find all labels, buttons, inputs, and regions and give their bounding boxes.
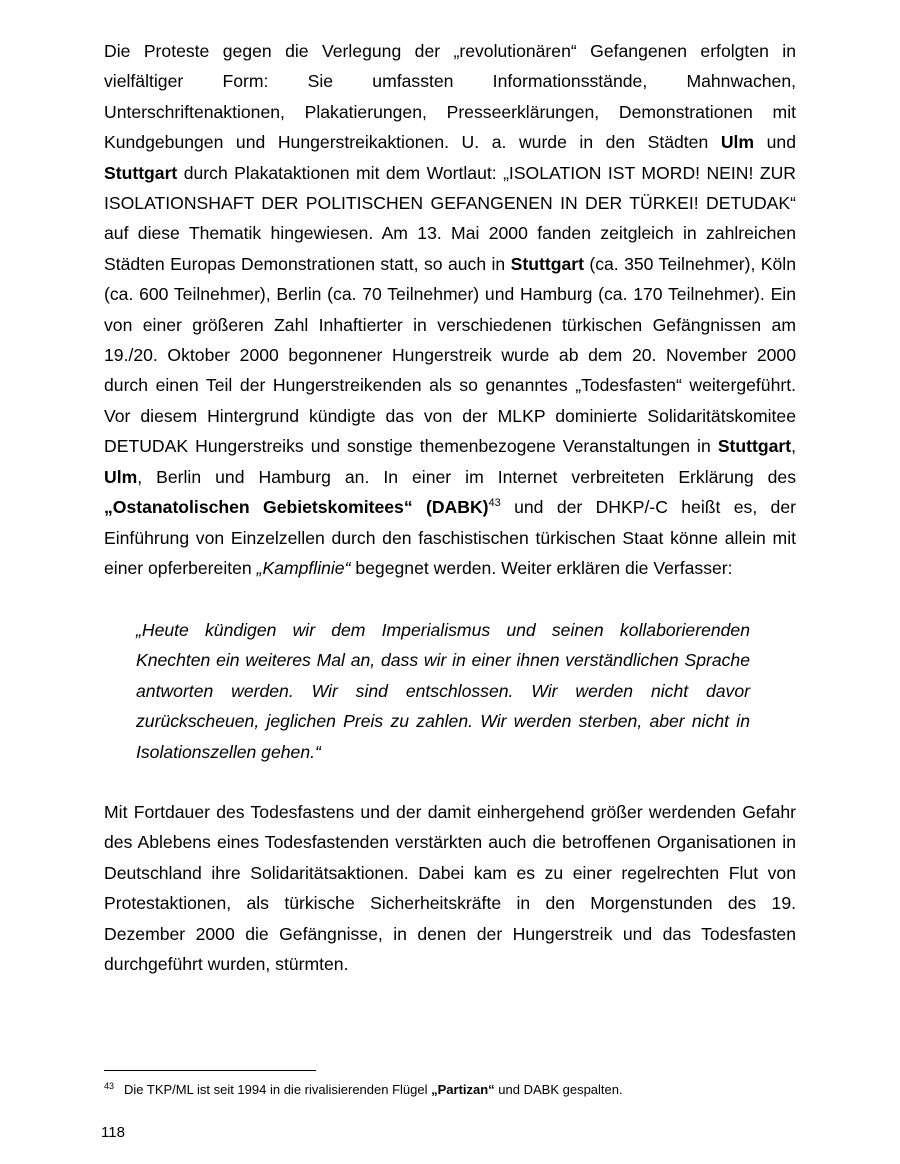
footnote-reference[interactable]: 43 — [488, 497, 501, 510]
footnote-bold-term: „Partizan“ — [431, 1082, 495, 1097]
text-run: Die Proteste gegen die Verlegung der „revolutionären“ Gefangenen erfolgten in vielfältiger Form: Sie umfassten Informationsstände, Mahnwachen, Unterschriftenaktionen, Plakatierungen, Presseerklärungen, Demonstrationen mit Kundgebungen und Hungerstreikaktionen. U. a. wurde in den Städten — [104, 41, 796, 153]
bold-term: Stuttgart — [104, 162, 178, 183]
bold-term: Stuttgart — [717, 436, 792, 457]
text-run: , Berlin und Hamburg an. In einer im Internet verbreiteten Erklärung des — [137, 466, 796, 487]
text-run: (ca. 350 Teilnehmer), Köln (ca. 600 Teilnehmer), Berlin (ca. 70 Teilnehmer) und Hamburg (ca. 170 Teilnehmer). Ein von einer größeren Zahl Inhaftierter in verschiedenen türkischen Gefängnissen am 19./20. Oktober 2000 begonnener Hungerstreik wurde ab dem 20. November 2000 durch einen Teil der Hungerstreikenden als so genanntes „Todesfasten“ weitergeführt. Vor diesem Hintergrund kündigte das von der MLKP dominierte Solidaritätskomitee DETUDAK Hungerstreiks und sonstige themenbezogene Veranstaltungen in — [104, 253, 796, 457]
footnote — [104, 1076, 796, 1100]
bold-term: Stuttgart — [510, 253, 584, 274]
text-run: begegnet werden. Weiter erklären die Verfasser: — [350, 557, 733, 578]
bold-term: Ulm — [720, 132, 755, 153]
italic-term: „Kampflinie“ — [256, 557, 351, 578]
text-run: durch Plakataktionen mit dem Wortlaut: „ISOLATION IST MORD! NEIN! ZUR ISOLATIONSHAFT DER POLITISCHEN GEFANGENEN IN DER TÜRKEI! DETUDAK“ auf diese Thematik hingewiesen. Am 13. Mai 2000 fanden zeitgleich in zahlreichen Städten Europas Demonstrationen statt, so auch in — [104, 162, 796, 274]
text-run: , — [791, 436, 796, 457]
bold-term: „Ostanatolischen Gebietskomitees“ (DABK) — [104, 497, 489, 518]
footnote-text: und DABK gespalten. — [494, 1082, 623, 1097]
text-run: und der DHKP/-C heißt es, der Einführung von Einzelzellen durch den faschistischen türkischen Staat könne allein mit einer opferbereiten — [104, 497, 796, 578]
page-number: 118 — [101, 1124, 125, 1141]
text-run: und — [754, 132, 796, 153]
footnote-number: 43 — [104, 1081, 115, 1091]
block-quote: „Heute kündigen wir dem Imperialismus und seinen kollaborierenden Knechten ein weiteres Mal an, dass wir in einer ihnen verständlichen Sprache antworten werden. Wir sind entschlossen. Wir werden nicht davor zurückscheuen, jeglichen Preis zu zahlen. Wir werden sterben, aber nicht in Isolationszellen gehen.“ — [136, 620, 750, 762]
bold-term: Ulm — [104, 466, 138, 487]
body-paragraph-2: Mit Fortdauer des Todesfastens und der damit einhergehend größer werdenden Gefahr des Ablebens eines Todesfastenden verstärkten auch die betroffenen Organisationen in Deutschland ihre Solidaritätsaktionen. Dabei kam es zu einer regelrechten Flut von Protestaktionen, als türkische Sicherheitskräfte in den Morgenstunden des 19. Dezember 2000 die Gefängnisse, in denen der Hungerstreik und das Todesfasten durchgeführt wurden, stürmten. — [104, 802, 796, 975]
footnote-text: Die TKP/ML ist seit 1994 in die rivalisierenden Flügel — [124, 1082, 432, 1097]
footnote-separator — [104, 1070, 316, 1071]
body-paragraph-1 — [104, 36, 796, 583]
